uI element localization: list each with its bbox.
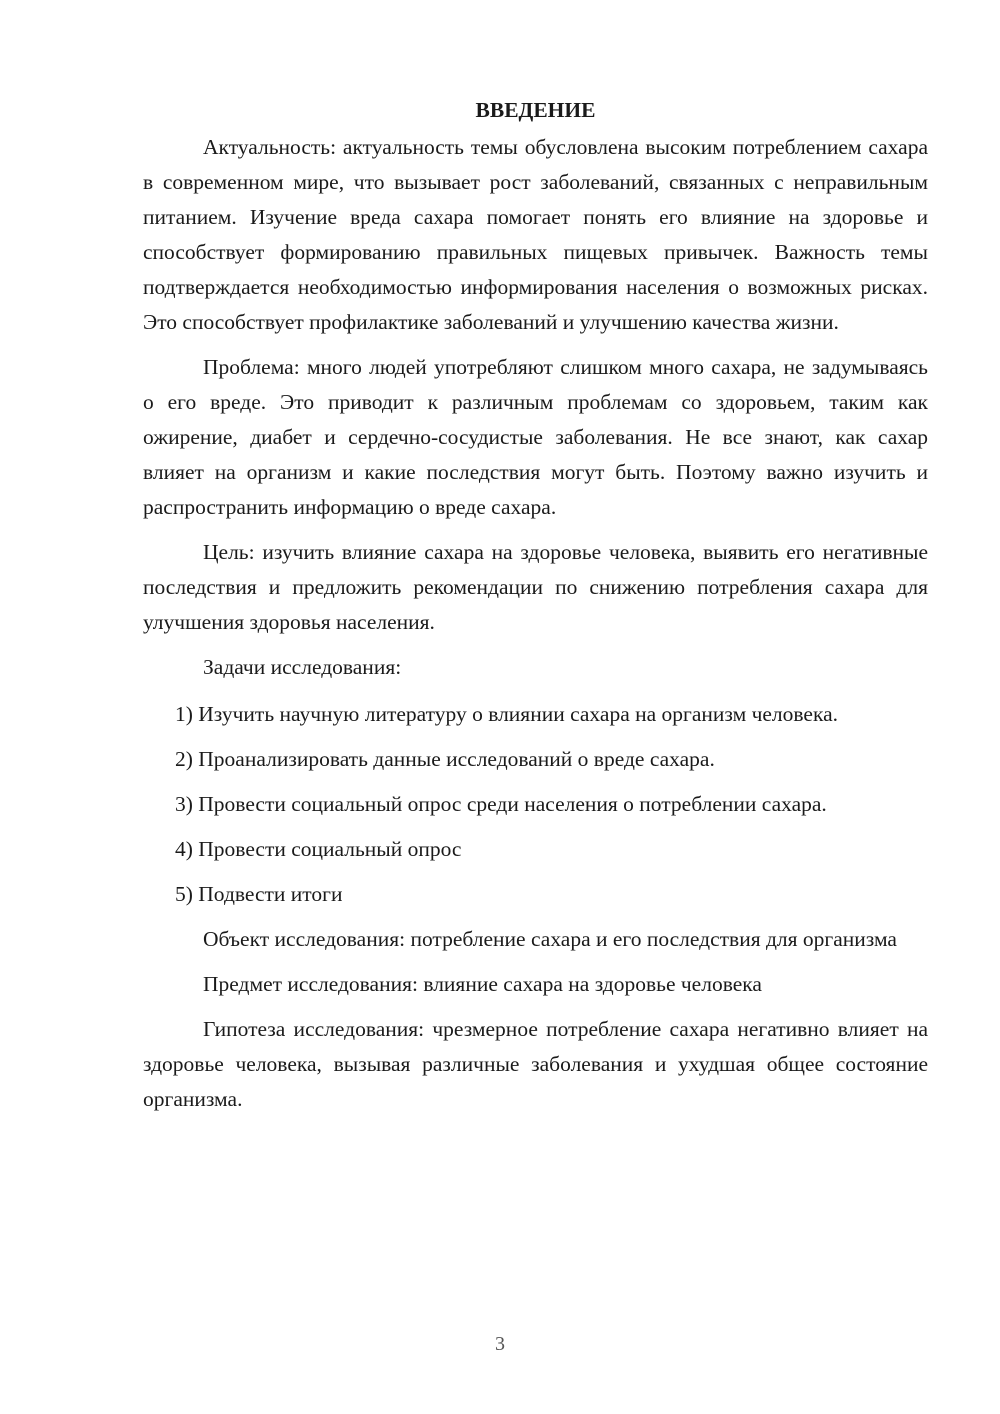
task-item-2: 2) Проанализировать данные исследований о вреде сахара. [175, 747, 715, 771]
task-item-5: 5) Подвести итоги [175, 882, 343, 906]
hypothesis-paragraph: Гипотеза исследования: чрезмерное потребление сахара негативно влияет на здоровье человека, вызывая различные заболевания и ухудшая общее состояние организма. [143, 1017, 928, 1111]
task-item-3: 3) Провести социальный опрос среди населения о потреблении сахара. [175, 792, 827, 816]
research-object-paragraph: Объект исследования: потребление сахара и его последствия для организма [203, 927, 897, 951]
goal-paragraph: Цель: изучить влияние сахара на здоровье человека, выявить его негативные последствия и предложить рекомендации по снижению потребления сахара для улучшения здоровья населения. [143, 540, 928, 634]
task-item-4: 4) Провести социальный опрос [175, 837, 462, 861]
task-item-1: 1) Изучить научную литературу о влиянии сахара на организм человека. [175, 702, 839, 726]
section-title: ВВЕДЕНИЕ [475, 98, 596, 122]
document-page [143, 92, 928, 1127]
relevance-paragraph: Актуальность: актуальность темы обусловлена высоким потреблением сахара в современном мире, что вызывает рост заболеваний, связанных с неправильным питанием. Изучение вреда сахара помогает понять его влияние на здоровье и способствует формированию правильных пищевых привычек. Важность темы подтверждается необходимостью информирования населения о возможных рисках. Это способствует профилактике заболеваний и улучшению качества жизни. [143, 135, 928, 334]
tasks-heading: Задачи исследования: [203, 655, 402, 679]
research-subject-paragraph: Предмет исследования: влияние сахара на здоровье человека [203, 972, 762, 996]
page-number: 3 [495, 1333, 505, 1355]
problem-paragraph: Проблема: много людей употребляют слишком много сахара, не задумываясь о его вреде. Это приводит к различным проблемам со здоровьем, таким как ожирение, диабет и сердечно-сосудистые заболевания. Не все знают, как сахар влияет на организм и какие последствия могут быть. Поэтому важно изучить и распространить информацию о вреде сахара. [143, 355, 928, 519]
